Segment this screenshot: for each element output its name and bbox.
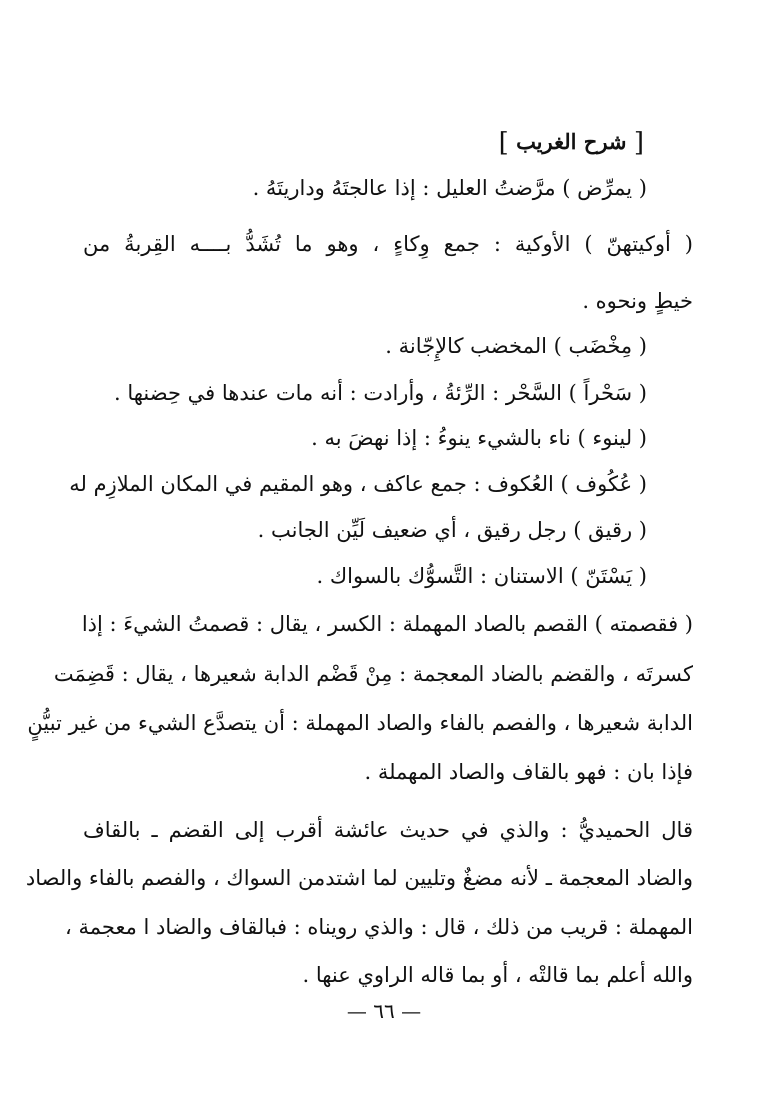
entry-faqasamathu: ( فقصمته ) القصم بالصاد المهملة : الكسر ، يقال : قصمتُ الشيءَ : إذا [81,612,693,636]
paragraph-humaydi-line-2: والضاد المعجمة ـ لأنه مضغٌ وتليين لما اشتدمن السواك ، والفصم بالفاء والصاد [25,866,693,890]
entry-linua: ( لينوء ) ناء بالشيء ينوءُ : إذا نهضَ به . [311,426,647,450]
entry-faqasamathu-line-3: الدابة شعيرها ، والفصم بالفاء والصاد المهملة : أن يتصدَّع الشيء من غير تبيُّنٍ [27,711,693,735]
entry-sahran: ( سَحْراً ) السَّحْر : الرِّئةُ ، وأرادت : أنه مات عندها في حِضنها . [114,381,647,405]
paragraph-humaydi-line-4: والله أعلم بما قالتْه ، أو بما قاله الراوي عنها . [302,963,693,987]
page-number: — ٦٦ — [346,999,422,1023]
entry-raqiq: ( رقيق ) رجل رقيق ، أي ضعيف لَيِّن الجانب . [257,518,647,542]
header-bracket-close: ] [498,128,509,158]
entry-awkaytuhunna: ( أوكيتهنّ ) الأوكية : جمع وِكاءٍ ، وهو ما تُشَدُّ بــــه القِربةُ من [83,232,693,256]
entry-faqasamathu-line-2: كسرتَه ، والقضم بالضاد المعجمة : مِنْ قَضْم الدابة شعيرها ، يقال : قَضِمَت [53,662,693,686]
section-header [499,126,644,159]
header-bracket-open: [ [633,128,644,158]
entry-ukuf: ( عُكُوف ) العُكوف : جمع عاكف ، وهو المقيم في المكان الملازِم له [69,472,647,496]
header-title: شرح الغريب [516,129,627,154]
entry-faqasamathu-line-4: فإذا بان : فهو بالقاف والصاد المهملة . [364,760,693,784]
paragraph-humaydi: قال الحميديُّ : والذي في حديث عائشة أقرب إلى القضم ـ بالقاف [83,818,693,842]
entry-yastann: ( يَسْتَنّ ) الاستنان : التَّسوُّك بالسواك . [316,564,647,588]
entry-awkaytuhunna-cont: خيطٍ ونحوه . [582,289,693,313]
entry-yumarrid: ( يمرِّض ) مرَّضتُ العليل : إذا عالجتَهُ وداريتَهُ . [252,176,647,200]
paragraph-humaydi-line-3: المهملة : قريب من ذلك ، قال : والذي رويناه : فبالقاف والضاد ا معجمة ، [65,915,693,939]
entry-mikhdab: ( مِخْضَب ) المخضب كالإِجّانة . [385,334,647,358]
